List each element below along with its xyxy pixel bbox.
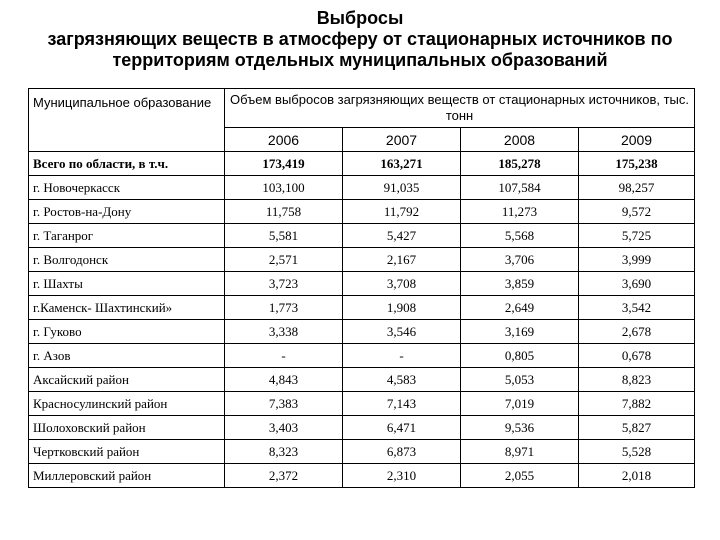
row-value: 103,100 (225, 176, 343, 200)
row-value: 8,323 (225, 440, 343, 464)
row-name: Чертковский район (29, 440, 225, 464)
row-name: г. Шахты (29, 272, 225, 296)
column-header-municipality: Муниципальное образование (29, 89, 225, 152)
row-name: г. Ростов-на-Дону (29, 200, 225, 224)
column-header-year: 2006 (225, 128, 343, 152)
row-value: 3,999 (579, 248, 695, 272)
row-value: 3,169 (461, 320, 579, 344)
emissions-table (28, 88, 695, 488)
row-value: 3,723 (225, 272, 343, 296)
row-value: 2,372 (225, 464, 343, 488)
row-value: 175,238 (579, 152, 695, 176)
table-row (29, 392, 695, 416)
row-value: 7,882 (579, 392, 695, 416)
title-line-2: загрязняющих веществ в атмосферу от стационарных источников по (47, 29, 673, 49)
table-row (29, 272, 695, 296)
table-row (29, 464, 695, 488)
row-value: 5,053 (461, 368, 579, 392)
row-value: 2,055 (461, 464, 579, 488)
row-value: 0,678 (579, 344, 695, 368)
row-value: 5,725 (579, 224, 695, 248)
row-value: 5,427 (343, 224, 461, 248)
row-value: 3,542 (579, 296, 695, 320)
row-value: 3,706 (461, 248, 579, 272)
row-value: 5,827 (579, 416, 695, 440)
row-value: - (225, 344, 343, 368)
row-value: 1,908 (343, 296, 461, 320)
table-row (29, 296, 695, 320)
column-header-year: 2009 (579, 128, 695, 152)
table-row (29, 368, 695, 392)
row-value: 185,278 (461, 152, 579, 176)
row-value: 7,383 (225, 392, 343, 416)
row-value: - (343, 344, 461, 368)
row-name: Всего по области, в т.ч. (29, 152, 225, 176)
row-value: 107,584 (461, 176, 579, 200)
row-value: 8,971 (461, 440, 579, 464)
row-value: 163,271 (343, 152, 461, 176)
table-row (29, 176, 695, 200)
row-value: 11,792 (343, 200, 461, 224)
row-value: 98,257 (579, 176, 695, 200)
row-value: 7,019 (461, 392, 579, 416)
row-value: 3,708 (343, 272, 461, 296)
row-value: 2,018 (579, 464, 695, 488)
row-value: 2,310 (343, 464, 461, 488)
row-value: 3,690 (579, 272, 695, 296)
row-value: 173,419 (225, 152, 343, 176)
row-name: г. Гуково (29, 320, 225, 344)
document-title (0, 8, 720, 71)
row-value: 2,678 (579, 320, 695, 344)
column-header-emissions-volume: Объем выбросов загрязняющих веществ от стационарных источников, тыс. тонн (225, 89, 695, 128)
row-value: 5,528 (579, 440, 695, 464)
title-line-3: территориям отдельных муниципальных образований (112, 50, 608, 70)
table-row (29, 344, 695, 368)
row-name: г. Таганрог (29, 224, 225, 248)
row-name: г.Каменск- Шахтинский» (29, 296, 225, 320)
row-value: 3,546 (343, 320, 461, 344)
row-value: 11,758 (225, 200, 343, 224)
row-value: 7,143 (343, 392, 461, 416)
title-line-1: Выбросы (316, 8, 404, 28)
row-value: 5,568 (461, 224, 579, 248)
row-value: 4,843 (225, 368, 343, 392)
row-value: 2,167 (343, 248, 461, 272)
table-row (29, 440, 695, 464)
row-value: 6,471 (343, 416, 461, 440)
table-row (29, 416, 695, 440)
row-name: Аксайский район (29, 368, 225, 392)
row-value: 5,581 (225, 224, 343, 248)
row-name: г. Новочеркасск (29, 176, 225, 200)
row-value: 11,273 (461, 200, 579, 224)
row-name: Красносулинский район (29, 392, 225, 416)
row-value: 3,403 (225, 416, 343, 440)
table-row (29, 248, 695, 272)
column-header-year: 2008 (461, 128, 579, 152)
table-row-total (29, 152, 695, 176)
row-name: Миллеровский район (29, 464, 225, 488)
row-value: 0,805 (461, 344, 579, 368)
row-name: Шолоховский район (29, 416, 225, 440)
row-value: 9,536 (461, 416, 579, 440)
table-row (29, 200, 695, 224)
row-value: 8,823 (579, 368, 695, 392)
row-value: 1,773 (225, 296, 343, 320)
row-value: 4,583 (343, 368, 461, 392)
row-name: г. Волгодонск (29, 248, 225, 272)
row-value: 9,572 (579, 200, 695, 224)
row-value: 3,338 (225, 320, 343, 344)
table-row (29, 224, 695, 248)
row-value: 91,035 (343, 176, 461, 200)
column-header-year: 2007 (343, 128, 461, 152)
row-name: г. Азов (29, 344, 225, 368)
row-value: 6,873 (343, 440, 461, 464)
row-value: 3,859 (461, 272, 579, 296)
row-value: 2,649 (461, 296, 579, 320)
row-value: 2,571 (225, 248, 343, 272)
table-row (29, 320, 695, 344)
